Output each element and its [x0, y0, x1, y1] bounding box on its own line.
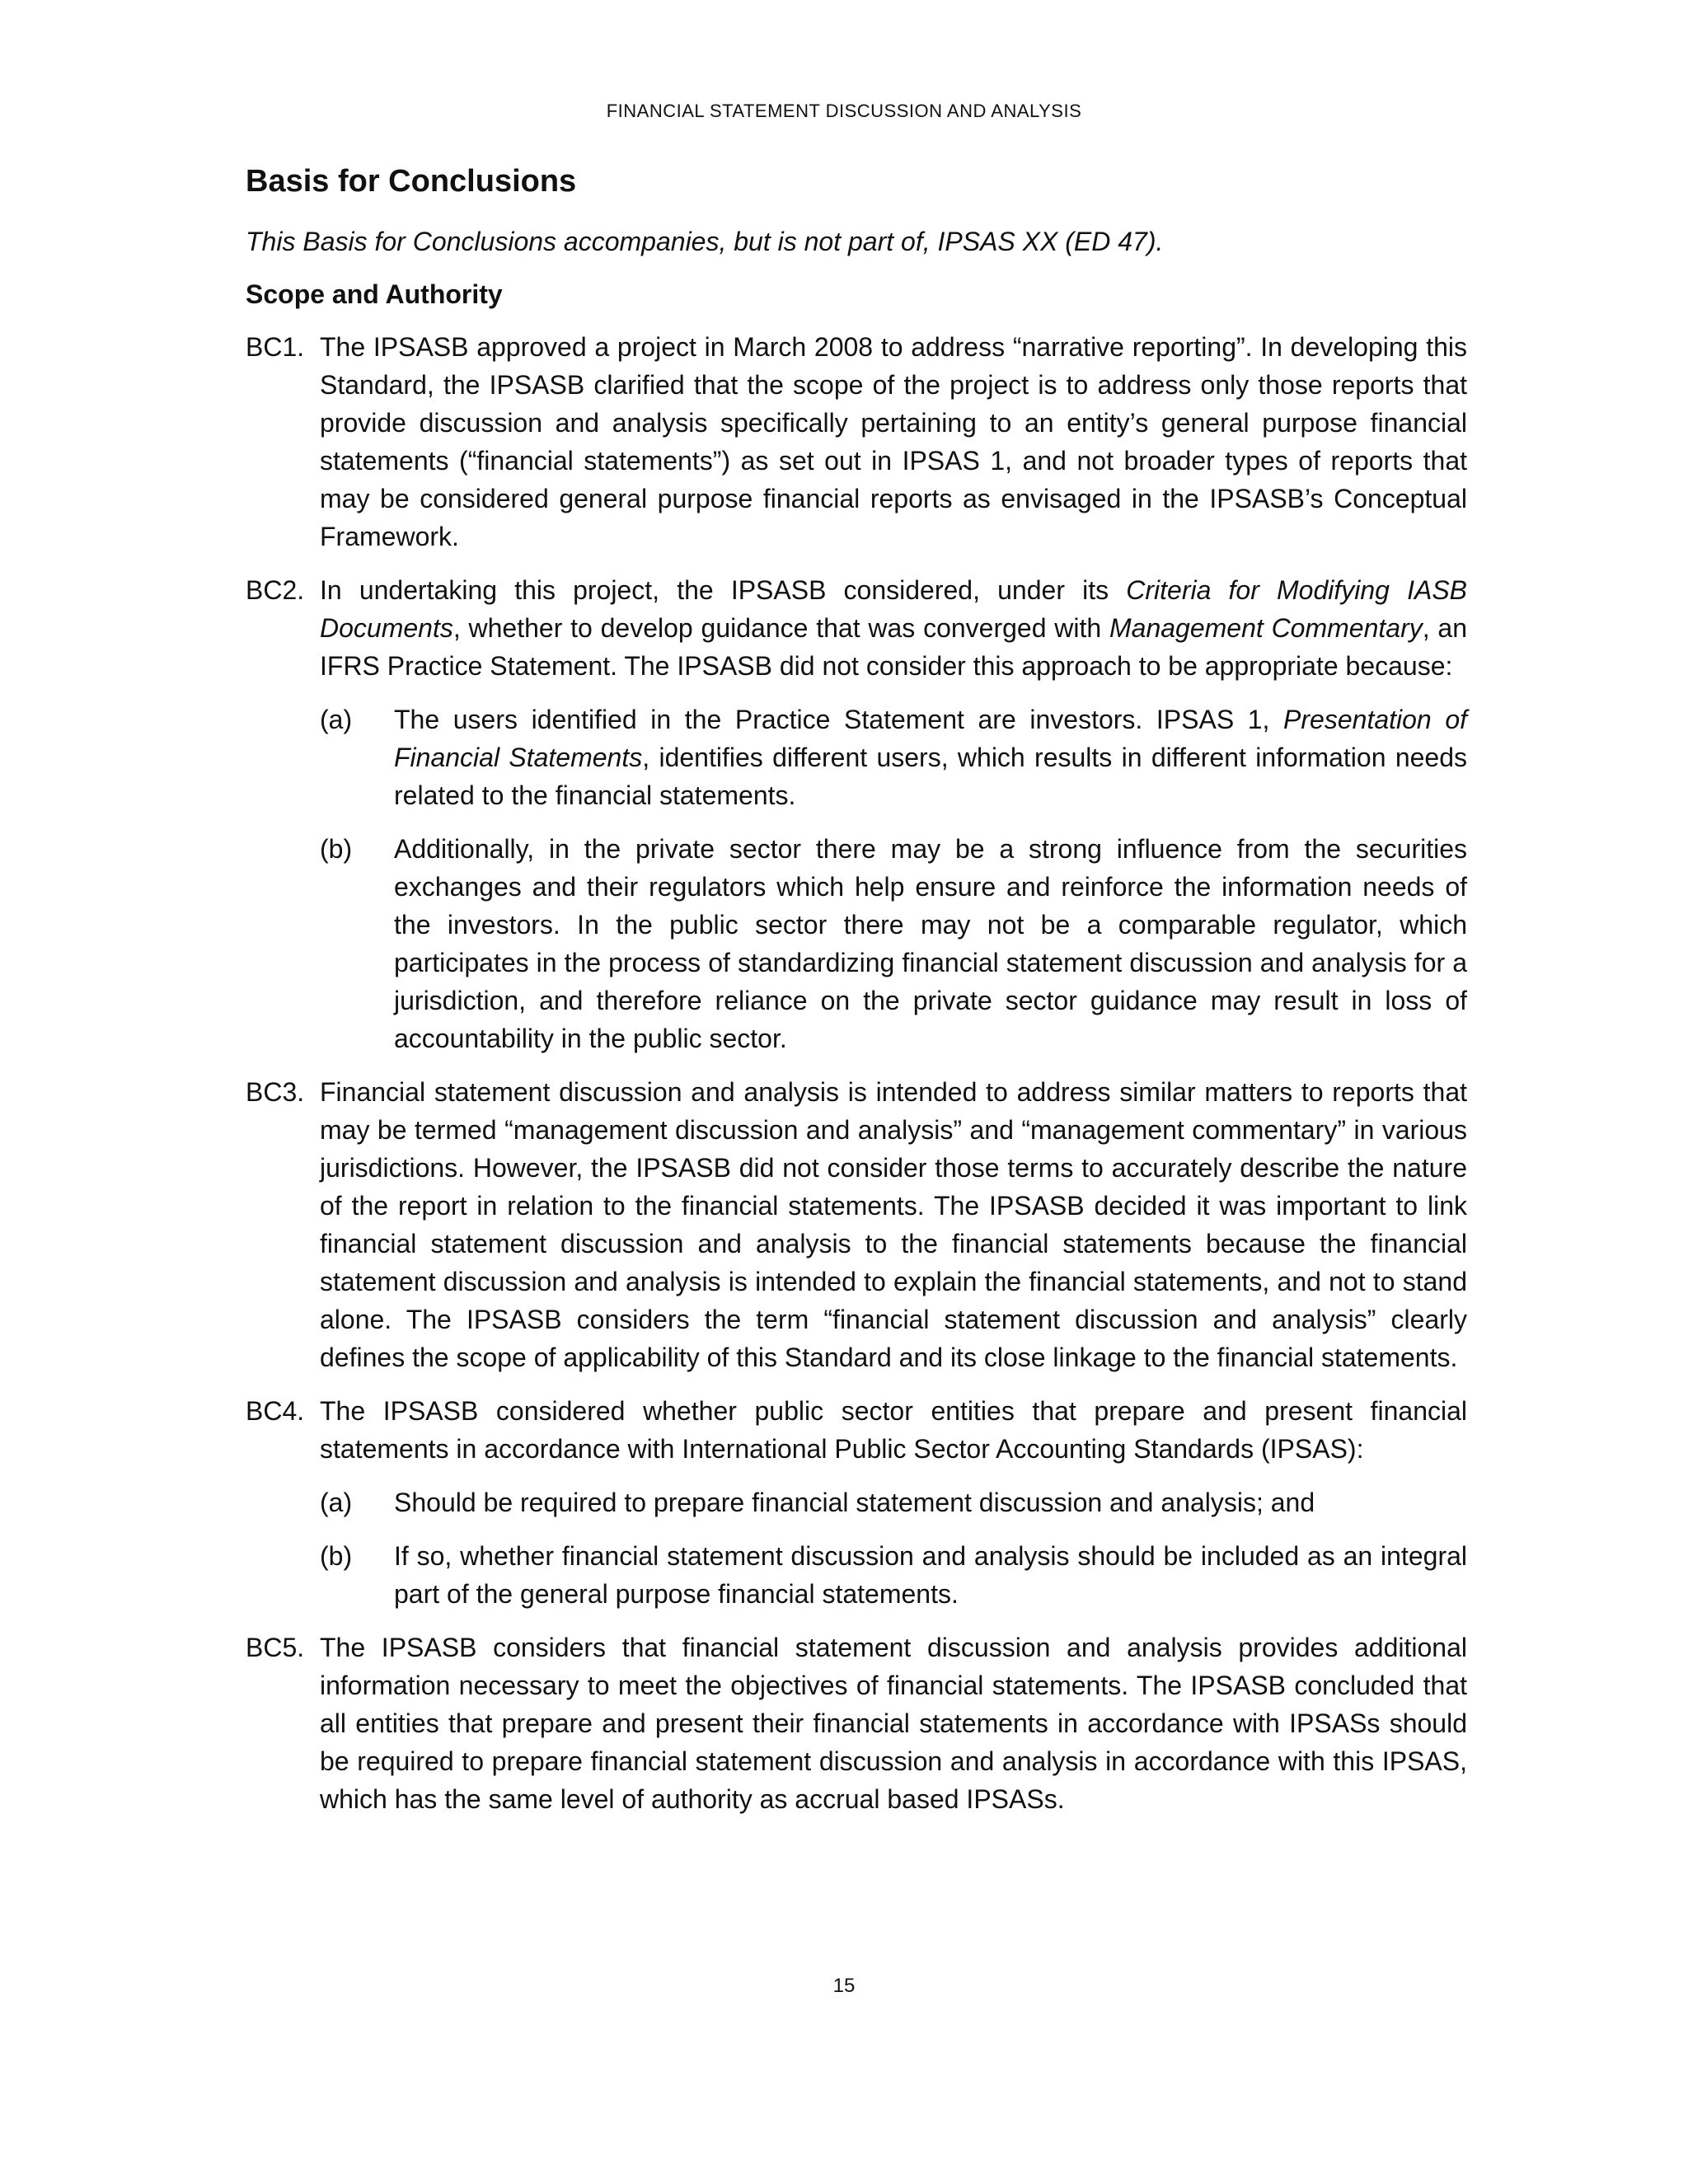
subparagraph-text: Should be required to prepare financial statement discussion and analysis; and — [394, 1488, 1315, 1517]
paragraph-text: The IPSASB considered whether public sector entities that prepare and present financial statements in accordance with International Public Sector Accounting Standards (IPSAS): — [320, 1396, 1467, 1464]
subparagraph-text: The users identified in the Practice Statement are investors. IPSAS 1, — [394, 705, 1284, 734]
subparagraph-label: (b) — [320, 1541, 353, 1571]
subparagraph-label: (a) — [320, 1488, 353, 1517]
document-body — [246, 158, 1467, 1834]
paragraph-number: BC1. — [246, 332, 305, 362]
paragraph-text: , an IFRS Practice Statement. The IPSASB did not consider this approach to be appropriate because: — [320, 613, 1468, 681]
page-number: 15 — [832, 1975, 856, 1997]
subheading-scope-authority: Scope and Authority — [246, 279, 503, 309]
subparagraph-bc2-b — [320, 830, 1467, 1057]
italic-reference: Management Commentary — [1109, 613, 1423, 643]
paragraph-bc2 — [246, 571, 1467, 685]
paragraph-text: The IPSASB considers that financial statement discussion and analysis provides additional information necessary to meet the objectives of financial statements. The IPSASB concluded that all entities that prepare and present their financial statements in accordance with IPSASs should be required to prepare financial statement discussion and analysis in accordance with this IPSAS, which has the same level of authority as accrual based IPSASs. — [320, 1633, 1467, 1814]
paragraph-text: , whether to develop guidance that was converged with — [452, 613, 1109, 643]
paragraph-bc4 — [246, 1392, 1467, 1468]
subparagraph-text: Additionally, in the private sector there may be a strong influence from the securities exchanges and their regulators which help ensure and reinforce the information needs of the investors. In the public sector there may not be a comparable regulator, which participates in the process of standardizing financial statement discussion and analysis for a jurisdiction, and therefore reliance on the private sector guidance may result in loss of accountability in the public sector. — [394, 834, 1467, 1053]
italic-reference: Presentation of Financial Statements — [394, 705, 1468, 772]
paragraph-number: BC4. — [246, 1396, 305, 1426]
subparagraph-label: (b) — [320, 834, 353, 864]
paragraph-bc5 — [246, 1629, 1467, 1818]
paragraph-number: BC3. — [246, 1077, 305, 1107]
paragraph-number: BC5. — [246, 1633, 305, 1662]
paragraph-text: Financial statement discussion and analysis is intended to address similar matters to reports that may be termed “management discussion and analysis” and “management commentary” in various jurisdictions. However, the IPSASB did not consider those terms to accurately describe the nature of the report in relation to the financial statements. The IPSASB decided it was important to link financial statement discussion and analysis to the financial statements because the financial statement discussion and analysis is intended to explain the financial statements, and not to stand alone. The IPSASB considers the term “financial statement discussion and analysis” clearly defines the scope of applicability of this Standard and its close linkage to the financial statements. — [320, 1077, 1467, 1372]
subparagraph-text: If so, whether financial statement discussion and analysis should be included as an integral part of the general purpose financial statements. — [394, 1541, 1467, 1609]
paragraph-bc1 — [246, 328, 1467, 555]
paragraph-text: The IPSASB approved a project in March 2008 to address “narrative reporting”. In developing this Standard, the IPSASB clarified that the scope of the project is to address only those reports that provide discussion and analysis specifically pertaining to an entity’s general purpose financial statements (“financial statements”) as set out in IPSAS 1, and not broader types of reports that may be considered general purpose financial reports as envisaged in the IPSASB’s Conceptual Framework. — [320, 332, 1467, 551]
subparagraph-label: (a) — [320, 705, 353, 734]
subparagraph-bc4-a — [320, 1483, 1467, 1521]
italic-reference: Criteria for Modifying IASB Documents — [320, 575, 1468, 643]
subparagraph-bc2-a — [320, 701, 1467, 814]
paragraph-text: In undertaking this project, the IPSASB considered, under its — [320, 575, 1127, 605]
paragraph-number: BC2. — [246, 575, 305, 605]
subparagraph-text: , identifies different users, which results in different information needs related to the financial statements. — [394, 743, 1468, 810]
running-header: FINANCIAL STATEMENT DISCUSSION AND ANALYSIS — [606, 101, 1082, 121]
intro-statement: This Basis for Conclusions accompanies, but is not part of, IPSAS XX (ED 47). — [246, 227, 1164, 256]
section-title: Basis for Conclusions — [246, 164, 577, 199]
subparagraph-bc4-b — [320, 1537, 1467, 1613]
paragraph-bc3 — [246, 1073, 1467, 1376]
